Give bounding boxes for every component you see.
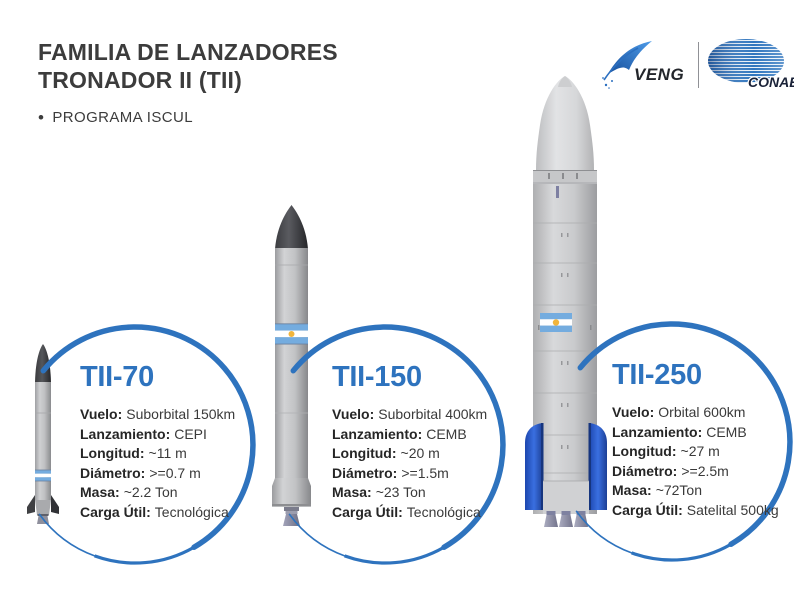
tii-150-info-card — [332, 360, 522, 522]
spec-row — [612, 462, 800, 482]
spec-row — [80, 444, 270, 464]
spec-row — [80, 503, 270, 523]
spec-label: Diámetro: — [332, 464, 398, 481]
spec-label: Lanzamiento: — [332, 425, 423, 442]
program-subtitle — [38, 109, 338, 126]
spec-value: ~20 m — [400, 445, 440, 461]
spec-row — [332, 405, 522, 425]
bullet-icon: • — [38, 108, 45, 127]
spec-row — [80, 405, 270, 425]
spec-value: Tecnológica — [154, 503, 229, 520]
spec-label: Longitud: — [332, 445, 397, 461]
tii-250-title: TII-250 — [612, 359, 702, 391]
conae-globe-icon — [704, 38, 794, 92]
spec-row — [80, 483, 270, 503]
page-title-line2: TRONADOR II (TII) — [38, 67, 242, 93]
spec-value: CEMB — [706, 423, 747, 440]
spec-value: Tecnológica — [406, 503, 481, 520]
spec-label: Carga Útil: — [332, 503, 403, 520]
spec-label: Masa: — [332, 484, 372, 500]
spec-label: Masa: — [612, 482, 652, 498]
page-title-line1: FAMILIA DE LANZADORES — [38, 39, 338, 65]
spec-row — [612, 423, 800, 443]
spec-row — [80, 425, 270, 445]
spec-row — [332, 503, 522, 523]
spec-value: CEPI — [174, 425, 207, 442]
spec-value: ~2.2 Ton — [123, 484, 178, 500]
tii-70-info-card — [80, 360, 270, 522]
spec-value: ~23 Ton — [375, 484, 426, 500]
tii-70-title: TII-70 — [80, 361, 154, 393]
spec-value: Satelital 500kg — [686, 501, 779, 518]
spec-label: Lanzamiento: — [80, 425, 171, 442]
spec-row — [612, 501, 800, 521]
conae-logo-text: CONAE — [748, 74, 794, 90]
spec-row — [80, 464, 270, 484]
tii-250-info-card — [612, 358, 800, 520]
spec-row — [332, 444, 522, 464]
spec-value: ~11 m — [148, 445, 187, 461]
spec-label: Vuelo: — [80, 406, 123, 422]
spec-label: Carga Útil: — [612, 501, 683, 518]
conae-logo — [704, 38, 794, 97]
spec-label: Carga Útil: — [80, 503, 151, 520]
spec-value: ~27 m — [680, 443, 720, 459]
spec-value: CEMB — [426, 425, 467, 442]
spec-row — [332, 425, 522, 445]
spec-row — [612, 442, 800, 462]
spec-row — [612, 481, 800, 501]
spec-value: >=2.5m — [681, 462, 729, 479]
spec-label: Masa: — [80, 484, 120, 500]
spec-value: Orbital 600km — [658, 404, 746, 420]
spec-label: Lanzamiento: — [612, 423, 703, 440]
spec-row — [332, 483, 522, 503]
spec-label: Diámetro: — [612, 462, 678, 479]
spec-label: Diámetro: — [80, 464, 146, 481]
program-subtitle-label: PROGRAMA ISCUL — [52, 109, 193, 126]
tii-150-title: TII-150 — [332, 361, 422, 393]
spec-row — [332, 464, 522, 484]
spec-label: Longitud: — [612, 443, 677, 459]
spec-row — [612, 403, 800, 423]
spec-label: Vuelo: — [612, 404, 655, 420]
spec-value: >=0.7 m — [149, 464, 201, 481]
spec-label: Vuelo: — [332, 406, 375, 422]
header — [38, 38, 338, 126]
spec-value: ~72Ton — [655, 482, 703, 498]
spec-label: Longitud: — [80, 445, 145, 461]
veng-logo-text: VENG — [634, 65, 685, 84]
spec-value: >=1.5m — [401, 464, 449, 481]
spec-value: Suborbital 400km — [378, 406, 488, 422]
spec-value: Suborbital 150km — [126, 406, 236, 422]
logo-divider — [698, 42, 699, 88]
